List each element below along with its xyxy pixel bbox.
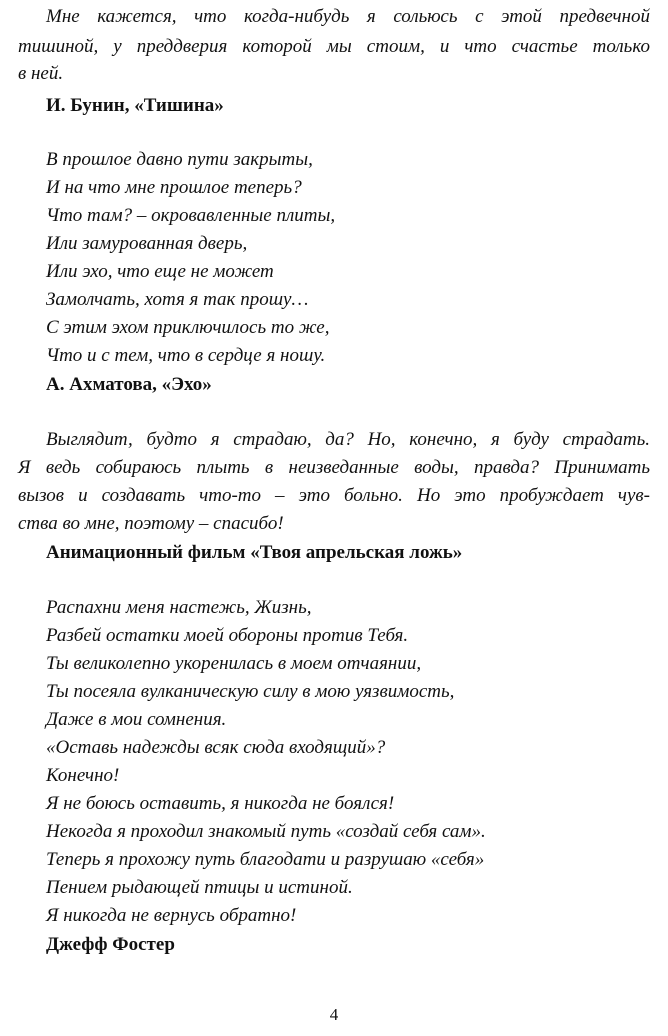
poem-line: С этим эхом приключилось то же, [46, 317, 330, 338]
poem-line: Некогда я проходил знакомый путь «создай себя сам». [46, 821, 486, 842]
poem-line: Конечно! [46, 765, 120, 786]
poem-line: В прошлое давно пути закрыты, [46, 149, 313, 170]
quote-attribution: Анимационный фильм «Твоя апрельская ложь» [46, 542, 463, 563]
poem-line: Или замурованная дверь, [46, 233, 248, 254]
poem-line: Что там? – окровавленные плиты, [46, 205, 336, 226]
poem-line: Или эхо, что еще не может [46, 261, 274, 282]
poem-attribution: А. Ахматова, «Эхо» [46, 374, 212, 395]
poem-line: Замолчать, хотя я так прошу… [46, 289, 309, 310]
poem-line: Я никогда не вернусь обратно! [46, 905, 297, 926]
poem-attribution: Джефф Фостер [46, 934, 175, 955]
epigraph-attribution: И. Бунин, «Тишина» [46, 95, 224, 116]
poem-line: Даже в мои сомнения. [46, 709, 227, 730]
poem-line: Ты посеяла вулканическую силу в мою уязвимость, [46, 681, 455, 702]
poem-line: Теперь я прохожу путь благодати и разрушаю «себя» [46, 849, 485, 870]
epigraph-paragraph-line: тишиной, у преддверия которой мы стоим, и что счастье только [18, 36, 650, 57]
poem-line: Распахни меня настежь, Жизнь, [46, 597, 312, 618]
quote-paragraph-line: Выглядит, будто я страдаю, да? Но, конечно, я буду страдать. [46, 429, 650, 450]
quote-paragraph-line: Я ведь собираюсь плыть в неизведанные воды, правда? Принимать [18, 457, 650, 478]
page-number: 4 [329, 1005, 339, 1024]
poem-line: Пением рыдающей птицы и истиной. [46, 877, 353, 898]
poem-line: «Оставь надежды всяк сюда входящий»? [46, 737, 386, 758]
poem-line: Разбей остатки моей обороны против Тебя. [46, 625, 409, 646]
epigraph-paragraph-line: в ней. [18, 63, 64, 84]
quote-paragraph-line: ства во мне, поэтому – спасибо! [18, 513, 284, 534]
poem-line: Ты великолепно укоренилась в моем отчаянии, [46, 653, 422, 674]
poem-line: Я не боюсь оставить, я никогда не боялся! [46, 793, 395, 814]
quote-paragraph-line: вызов и создавать что-то – это больно. Но это пробуждает чув- [18, 485, 650, 506]
poem-line: Что и с тем, что в сердце я ношу. [46, 345, 326, 366]
poem-line: И на что мне прошлое теперь? [46, 177, 302, 198]
epigraph-paragraph-line: Мне кажется, что когда-нибудь я сольюсь с этой предвечной [46, 6, 650, 27]
